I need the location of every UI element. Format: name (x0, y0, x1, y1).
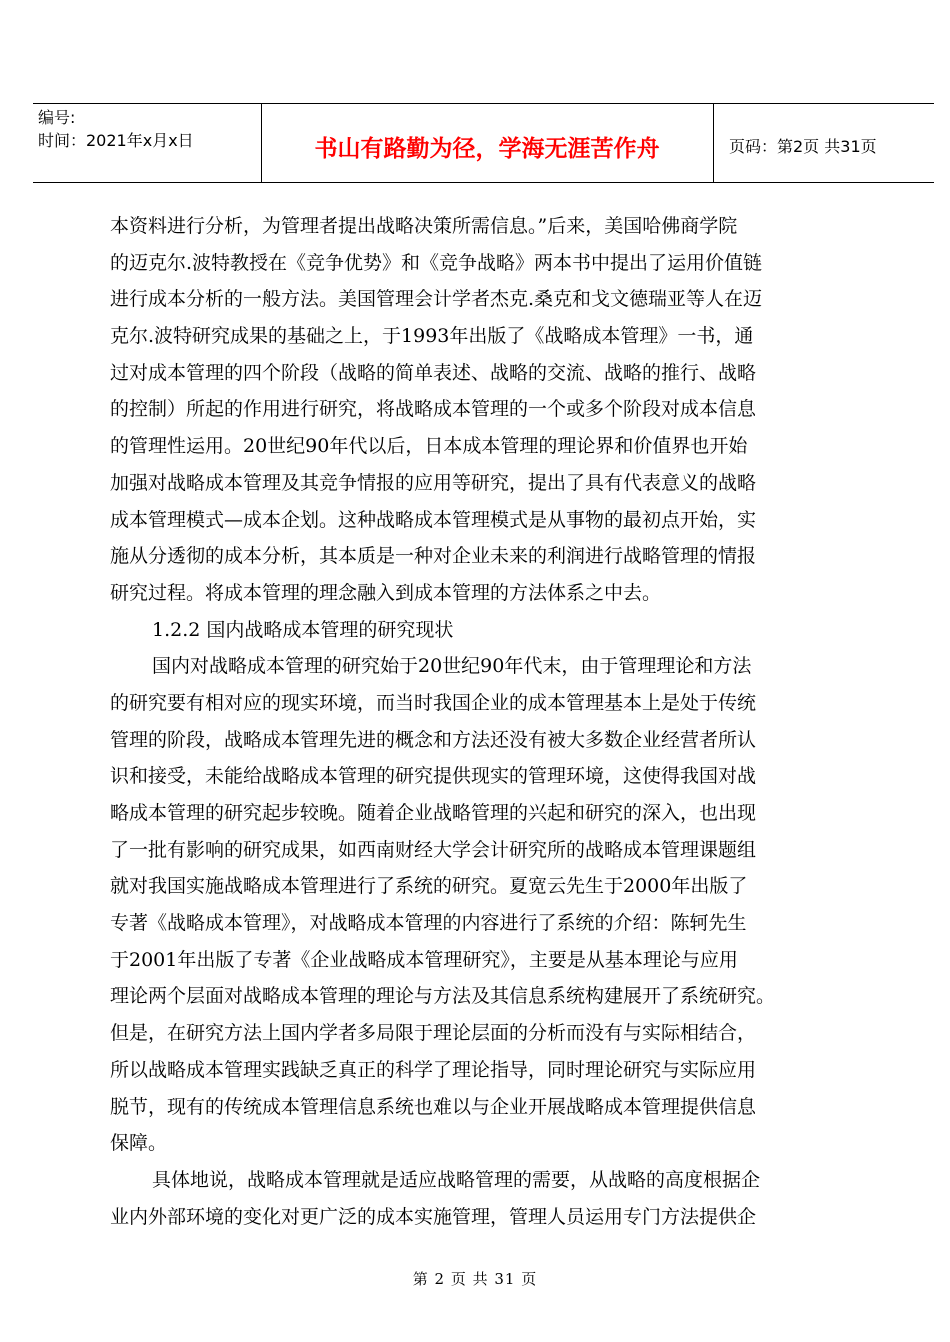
text-line: 但是，在研究方法上国内学者多局限于理论层面的分析而没有与实际相结合， (110, 1022, 757, 1045)
text-line: 研究过程。将成本管理的理念融入到成本管理的方法体系之中去。 (110, 581, 662, 604)
text-line: 克尔.波特研究成果的基础之上，于1993年出版了《战略成本管理》一书，通 (110, 325, 754, 348)
text-line: 于2001年出版了专著《企业战略成本管理研究》，主要是从基本理论与应用 (110, 948, 738, 971)
document-body (110, 208, 860, 1235)
text-line: 的控制）所起的作用进行研究，将战略成本管理的一个或多个阶段对成本信息 (110, 398, 757, 421)
header-page-cell (713, 104, 934, 182)
text-line: 的迈克尔.波特教授在《竞争优势》和《竞争战略》两本书中提出了运用价值链 (110, 251, 763, 274)
header-motto-cell (261, 104, 714, 182)
text-line: 国内对战略成本管理的研究始于20世纪90年代末，由于管理理论和方法 (152, 655, 752, 678)
header-page-number: 页码：第2页 共31页 (729, 137, 877, 156)
text-line: 略成本管理的研究起步较晚。随着企业战略管理的兴起和研究的深入，也出现 (110, 802, 757, 824)
text-line: 加强对战略成本管理及其竞争情报的应用等研究，提出了具有代表意义的战略 (110, 471, 757, 494)
text-line: 就对我国实施战略成本管理进行了系统的研究。夏宽云先生于2000年出版了 (110, 875, 748, 898)
header-motto: 书山有路勤为径，学海无涯苦作舟 (314, 136, 660, 162)
text-line: 进行成本分析的一般方法。美国管理会计学者杰克.桑克和戈文德瑞亚等人在迈 (110, 288, 763, 311)
text-line: 理论两个层面对战略成本管理的理论与方法及其信息系统构建展开了系统研究。 (110, 985, 776, 1008)
text-line: 保障。 (110, 1132, 168, 1155)
text-line: 成本管理模式—成本企划。这种战略成本管理模式是从事物的最初点开始，实 (110, 508, 757, 531)
text-line: 专著《战略成本管理》，对战略成本管理的内容进行了系统的介绍：陈轲先生 (110, 912, 747, 935)
section-heading: 1.2.2 国内战略成本管理的研究现状 (152, 618, 454, 641)
text-line: 识和接受，未能给战略成本管理的研究提供现实的管理环境，这使得我国对战 (110, 765, 757, 788)
text-line: 管理的阶段，战略成本管理先进的概念和方法还没有被大多数企业经营者所认 (110, 728, 757, 751)
text-line: 脱节，现有的传统成本管理信息系统也难以与企业开展战略成本管理提供信息 (110, 1095, 757, 1118)
text-line: 了一批有影响的研究成果，如西南财经大学会计研究所的战略成本管理课题组 (110, 838, 757, 861)
header-info-cell (33, 104, 262, 182)
document-number-label: 编号: (38, 108, 76, 127)
text-line: 过对成本管理的四个阶段（战略的简单表述、战略的交流、战略的推行、战略 (110, 361, 757, 384)
text-line: 的管理性运用。20世纪90年代以后，日本成本管理的理论界和价值界也开始 (110, 435, 748, 458)
text-line: 所以战略成本管理实践缺乏真正的科学了理论指导，同时理论研究与实际应用 (110, 1058, 757, 1081)
text-line: 施从分透彻的成本分析，其本质是一种对企业未来的利润进行战略管理的情报 (110, 545, 757, 568)
page-footer: 第 2 页 共 31 页 (412, 1270, 538, 1288)
document-time-label: 时间：2021年x月x日 (38, 131, 194, 150)
text-line: 具体地说，战略成本管理就是适应战略管理的需要，从战略的高度根据企 (152, 1168, 761, 1191)
page-header (33, 103, 934, 183)
text-line: 业内外部环境的变化对更广泛的成本实施管理，管理人员运用专门方法提供企 (110, 1205, 757, 1228)
text-line: 本资料进行分析，为管理者提出战略决策所需信息。”后来，美国哈佛商学院 (110, 215, 738, 237)
text-line: 的研究要有相对应的现实环境，而当时我国企业的成本管理基本上是处于传统 (110, 691, 757, 714)
